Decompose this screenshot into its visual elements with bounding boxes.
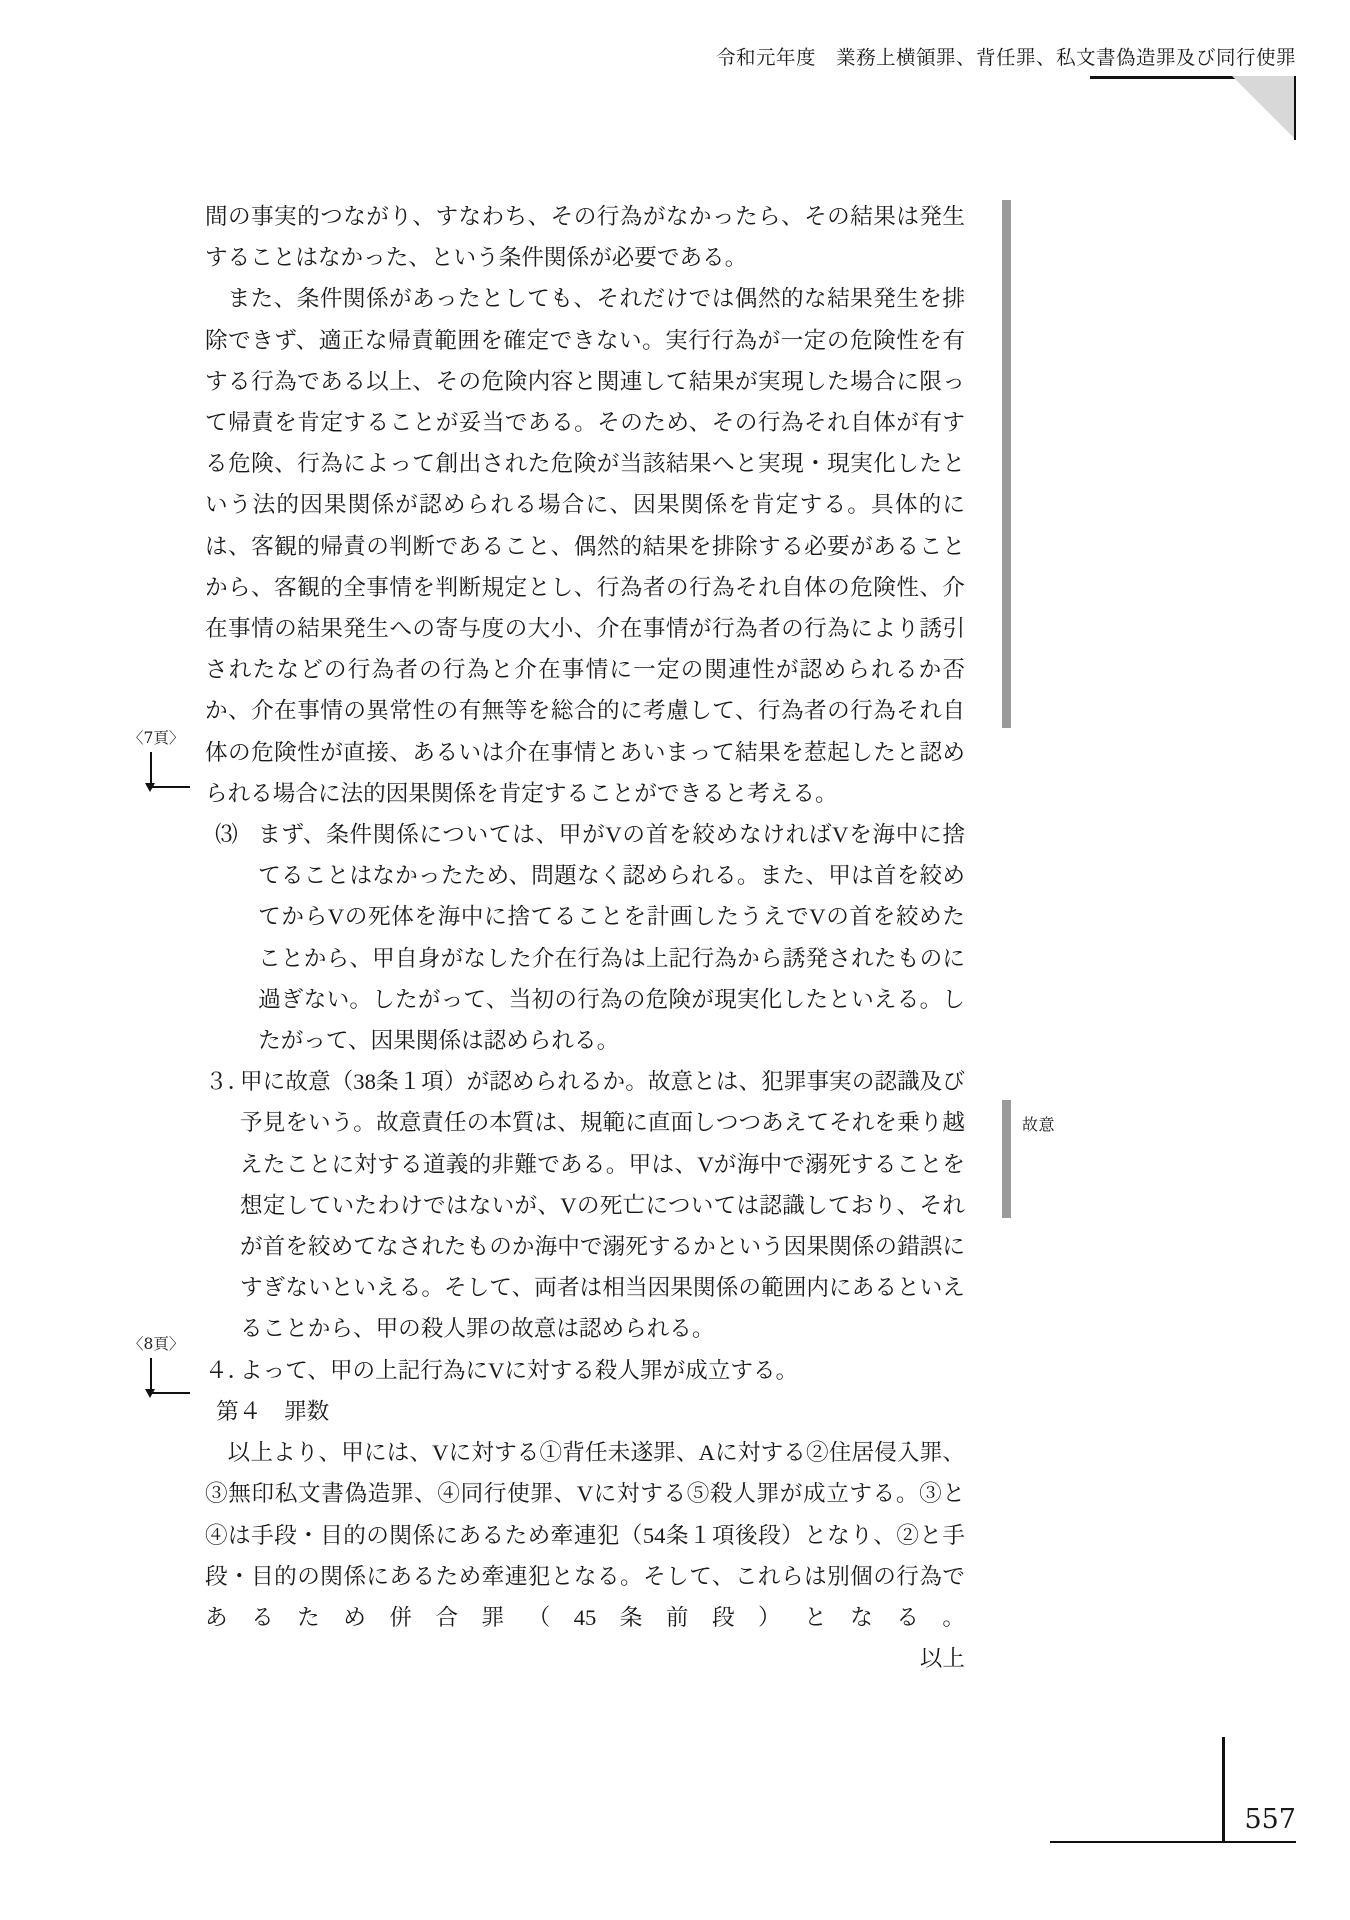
emphasis-bar-upper: [1002, 200, 1011, 728]
list-item-4: [205, 1350, 965, 1391]
list-item-3: [205, 1061, 965, 1349]
list-item-sub-3-marker: ⑶: [215, 822, 238, 848]
margin-note-arrow-page8: [145, 1389, 155, 1398]
margin-keyword-koi: 故意: [1022, 1115, 1056, 1134]
list-item-3-text: 甲に故意（38条１項）が認められるか。故意とは、犯罪事実の認識及び予見をいう。故意責任の本質は、規範に直面しつつあえてそれを乗り越えたことに対する道義的非難である。甲は、Vが海中で溺死することを想定していたわけではないが、Vの死亡については認識しており、それが首を絞めてなされたものか海中で溺死するかという因果関係の錯誤にすぎないといえる。そして、両者は相当因果関係の範囲内にあるといえることから、甲の殺人罪の故意は認められる。: [240, 1069, 965, 1342]
paragraph-final-text: 以上より、甲には、Vに対する①背任未遂罪、Aに対する②住居侵入罪、③無印私文書偽造罪、④同行使罪、Vに対する⑤殺人罪が成立する。③と④は手段・目的の関係にあるため牽連犯（54条１項後段）となり、②と手段・目的の関係にあるため牽連犯となる。そして、これらは別個の行為であるため併合罪（45条前段）となる。: [205, 1440, 965, 1630]
footer-vertical-rule: [1222, 1737, 1225, 1843]
footer-rule-divider: [1050, 1841, 1296, 1844]
header-vertical-rule: [1294, 76, 1297, 140]
list-item-3-marker: ３．: [205, 1069, 251, 1095]
margin-note-arrow-page7: [145, 783, 155, 792]
margin-note-bracket-page8: [150, 1358, 190, 1394]
list-item-sub-3-text: まず、条件関係については、甲がVの首を絞めなければVを海中に捨てることはなかったため、問題なく認められる。また、甲は首を絞めてからVの死体を海中に捨てることを計画したうえでVの首を絞めたことから、甲自身がなした介在行為は上記行為から誘発されたものに過ぎない。したがって、当初の行為の危険が現実化したといえる。したがって、因果関係は認められる。: [258, 822, 965, 1054]
list-item-4-marker: ４．: [205, 1357, 251, 1383]
document-body: [205, 196, 965, 1679]
margin-note-page7: 〈7頁〉: [128, 729, 185, 747]
paragraph-final: [205, 1432, 965, 1679]
list-item-4-text: よって、甲の上記行為にVに対する殺人罪が成立する。: [240, 1357, 799, 1383]
list-item-sub-3: [205, 814, 965, 1061]
emphasis-bar-lower: [1002, 1100, 1011, 1218]
paragraph-1: 間の事実的つながり、すなわち、その行為がなかったら、その結果は発生することはなかった、という条件関係が必要である。: [205, 204, 965, 271]
margin-note-page8: 〈8頁〉: [128, 1335, 185, 1353]
section-heading-4: 第４ 罪数: [216, 1398, 330, 1424]
end-mark: 以上: [919, 1646, 965, 1672]
corner-decoration: [1232, 76, 1296, 140]
paragraph-2: また、条件関係があったとしても、それだけでは偶然的な結果発生を排除できず、適正な帰責範囲を確定できない。実行行為が一定の危険性を有する行為である以上、その危険内容と関連して結果が実現した場合に限って帰責を肯定することが妥当である。そのため、その行為それ自体が有する危険、行為によって創出された危険が当該結果へと実現・現実化したという法的因果関係が認められる場合に、因果関係を肯定する。具体的には、客観的帰責の判断であること、偶然的結果を排除する必要があることから、客観的全事情を判断規定とし、行為者の行為それ自体の危険性、介在事情の結果発生への寄与度の大小、介在事情が行為者の行為により誘引されたなどの行為者の行為と介在事情に一定の関連性が認められるか否か、介在事情の異常性の有無等を総合的に考慮して、行為者の行為それ自体の危険性が直接、あるいは介在事情とあいまって結果を惹起したと認められる場合に法的因果関係を肯定することができると考える。: [205, 286, 965, 806]
margin-note-bracket-page7: [150, 752, 190, 788]
page-header-title: 令和元年度 業務上横領罪、背任罪、私文書偽造罪及び同行使罪: [715, 46, 1296, 69]
page-number: 557: [1244, 1804, 1296, 1835]
